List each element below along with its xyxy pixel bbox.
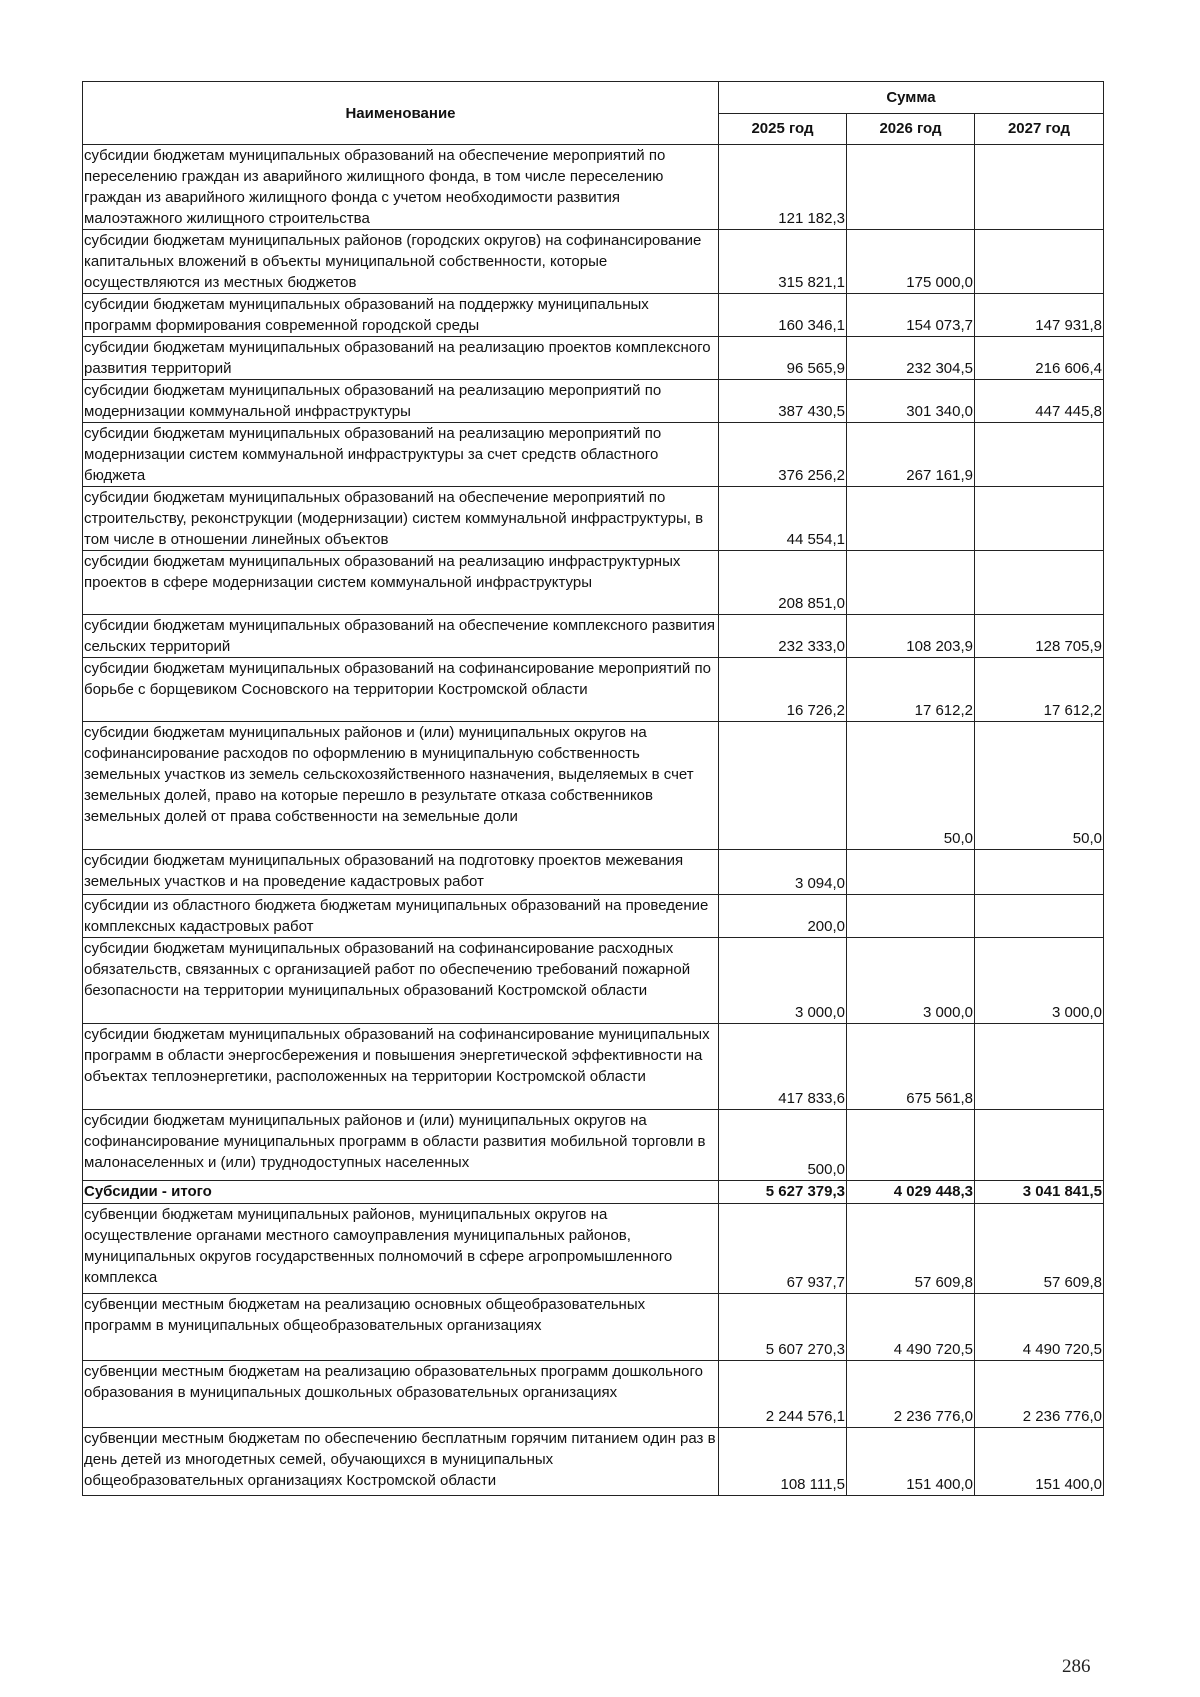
row-value-2025: 2 244 576,1 — [719, 1361, 847, 1428]
row-value-2026 — [847, 850, 975, 895]
row-name: субсидии бюджетам муниципальных образований на обеспечение мероприятий по переселению граждан из аварийного жилищного фонда, в том числе переселению граждан из аварийного жилищного фонда с учетом необходимости развития малоэтажного жилищного строительства — [83, 145, 719, 230]
row-value-2026 — [847, 145, 975, 230]
row-name: субсидии бюджетам муниципальных образований на софинансирование муниципальных программ в области энергосбережения и повышения энергетической эффективности на объектах теплоэнергетики, расположенных на территории Костромской области — [83, 1024, 719, 1110]
table-row — [83, 1428, 1104, 1496]
header-year-2026: 2026 год — [847, 113, 975, 145]
row-value-2027 — [975, 1110, 1104, 1181]
table-row — [83, 1024, 1104, 1110]
row-value-2025: 16 726,2 — [719, 658, 847, 722]
row-value-2025: 376 256,2 — [719, 423, 847, 487]
table-row — [83, 658, 1104, 722]
row-value-2026 — [847, 551, 975, 615]
header-row-top — [83, 82, 1104, 114]
row-value-2027: 216 606,4 — [975, 337, 1104, 380]
row-name: субсидии бюджетам муниципальных образований на софинансирование расходных обязательств, связанных с организацией работ по обеспечению требований пожарной безопасности на территории муниципальных образований Костромской области — [83, 938, 719, 1024]
row-name: субсидии бюджетам муниципальных образований на реализацию мероприятий по модернизации коммунальной инфраструктуры — [83, 380, 719, 423]
row-value-2025: 208 851,0 — [719, 551, 847, 615]
table-row — [83, 230, 1104, 294]
budget-table — [82, 81, 1104, 1496]
table-row — [83, 551, 1104, 615]
row-value-2025: 5 607 270,3 — [719, 1294, 847, 1361]
row-name: субвенции местным бюджетам на реализацию образовательных программ дошкольного образования в муниципальных дошкольных образовательных организациях — [83, 1361, 719, 1428]
row-value-2026: 675 561,8 — [847, 1024, 975, 1110]
row-value-2026: 57 609,8 — [847, 1204, 975, 1294]
row-value-2026: 301 340,0 — [847, 380, 975, 423]
row-value-2026: 4 490 720,5 — [847, 1294, 975, 1361]
row-value-2026: 267 161,9 — [847, 423, 975, 487]
page-number: 286 — [1062, 1656, 1091, 1677]
header-name: Наименование — [83, 82, 719, 145]
row-value-2025 — [719, 722, 847, 850]
table-row — [83, 423, 1104, 487]
row-value-2026: 154 073,7 — [847, 294, 975, 337]
table-row-total — [83, 1181, 1104, 1204]
table-row — [83, 895, 1104, 938]
row-name: Субсидии - итого — [83, 1181, 719, 1204]
row-value-2026 — [847, 1110, 975, 1181]
row-value-2026: 108 203,9 — [847, 615, 975, 658]
row-name: субсидии бюджетам муниципальных образований на обеспечение комплексного развития сельских территорий — [83, 615, 719, 658]
row-value-2025: 3 094,0 — [719, 850, 847, 895]
row-value-2027 — [975, 1024, 1104, 1110]
row-value-2027: 147 931,8 — [975, 294, 1104, 337]
row-name: субсидии бюджетам муниципальных образований на поддержку муниципальных программ формирования современной городской среды — [83, 294, 719, 337]
row-value-2027 — [975, 145, 1104, 230]
header-year-2027: 2027 год — [975, 113, 1104, 145]
row-value-2025: 108 111,5 — [719, 1428, 847, 1496]
row-value-2026: 3 000,0 — [847, 938, 975, 1024]
row-value-2027 — [975, 850, 1104, 895]
row-value-2026: 4 029 448,3 — [847, 1181, 975, 1204]
row-value-2027: 128 705,9 — [975, 615, 1104, 658]
row-name: субсидии бюджетам муниципальных образований на реализацию проектов комплексного развития территорий — [83, 337, 719, 380]
table-row — [83, 1361, 1104, 1428]
row-value-2025: 315 821,1 — [719, 230, 847, 294]
table-row — [83, 938, 1104, 1024]
row-name: субсидии бюджетам муниципальных образований на подготовку проектов межевания земельных участков и на проведение кадастровых работ — [83, 850, 719, 895]
table-row — [83, 1110, 1104, 1181]
row-value-2025: 417 833,6 — [719, 1024, 847, 1110]
row-value-2026: 17 612,2 — [847, 658, 975, 722]
row-value-2027 — [975, 423, 1104, 487]
row-value-2027: 4 490 720,5 — [975, 1294, 1104, 1361]
table-row — [83, 850, 1104, 895]
table-row — [83, 487, 1104, 551]
row-value-2025: 3 000,0 — [719, 938, 847, 1024]
row-value-2025: 5 627 379,3 — [719, 1181, 847, 1204]
row-name: субвенции местным бюджетам на реализацию основных общеобразовательных программ в муниципальных общеобразовательных организациях — [83, 1294, 719, 1361]
row-value-2027: 3 000,0 — [975, 938, 1104, 1024]
row-value-2027 — [975, 551, 1104, 615]
row-value-2027: 447 445,8 — [975, 380, 1104, 423]
row-name: субвенции местным бюджетам по обеспечению бесплатным горячим питанием один раз в день детей из многодетных семей, обучающихся в муниципальных общеобразовательных организациях Костромской области — [83, 1428, 719, 1496]
row-value-2026 — [847, 487, 975, 551]
table-row — [83, 615, 1104, 658]
table-row — [83, 294, 1104, 337]
row-value-2027: 2 236 776,0 — [975, 1361, 1104, 1428]
row-value-2026 — [847, 895, 975, 938]
row-value-2025: 44 554,1 — [719, 487, 847, 551]
header-year-2025: 2025 год — [719, 113, 847, 145]
row-value-2025: 96 565,9 — [719, 337, 847, 380]
header-sum: Сумма — [719, 82, 1104, 114]
row-value-2025: 67 937,7 — [719, 1204, 847, 1294]
row-name: субсидии бюджетам муниципальных образований на софинансирование мероприятий по борьбе с борщевиком Сосновского на территории Костромской области — [83, 658, 719, 722]
row-name: субсидии бюджетам муниципальных районов (городских округов) на софинансирование капитальных вложений в объекты муниципальной собственности, которые осуществляются из местных бюджетов — [83, 230, 719, 294]
row-value-2027: 151 400,0 — [975, 1428, 1104, 1496]
table-row — [83, 380, 1104, 423]
row-value-2027 — [975, 487, 1104, 551]
row-name: субсидии из областного бюджета бюджетам муниципальных образований на проведение комплексных кадастровых работ — [83, 895, 719, 938]
table-row — [83, 337, 1104, 380]
row-name: субсидии бюджетам муниципальных образований на реализацию мероприятий по модернизации систем коммунальной инфраструктуры за счет средств областного бюджета — [83, 423, 719, 487]
row-value-2025: 121 182,3 — [719, 145, 847, 230]
row-value-2027 — [975, 230, 1104, 294]
table-row — [83, 1294, 1104, 1361]
row-value-2026: 151 400,0 — [847, 1428, 975, 1496]
row-name: субсидии бюджетам муниципальных образований на реализацию инфраструктурных проектов в сфере модернизации систем коммунальной инфраструктуры — [83, 551, 719, 615]
table-row — [83, 1204, 1104, 1294]
row-value-2026: 175 000,0 — [847, 230, 975, 294]
row-name: субсидии бюджетам муниципальных районов и (или) муниципальных округов на софинансирование расходов по оформлению в муниципальную собственность земельных участков из земель сельскохозяйственного назначения, выделяемых в счет земельных долей, право на которые перешло в результате отказа собственников земельных долей от права собственности на земельные доли — [83, 722, 719, 850]
budget-sheet — [82, 81, 1103, 1496]
row-value-2027: 17 612,2 — [975, 658, 1104, 722]
row-value-2027: 57 609,8 — [975, 1204, 1104, 1294]
row-value-2026: 50,0 — [847, 722, 975, 850]
row-name: субвенции бюджетам муниципальных районов, муниципальных округов на осуществление органами местного самоуправления муниципальных районов, муниципальных округов государственных полномочий в сфере агропромышленного комплекса — [83, 1204, 719, 1294]
row-value-2027 — [975, 895, 1104, 938]
row-name: субсидии бюджетам муниципальных образований на обеспечение мероприятий по строительству, реконструкции (модернизации) систем коммунальной инфраструктуры, в том числе в отношении линейных объектов — [83, 487, 719, 551]
row-value-2027: 3 041 841,5 — [975, 1181, 1104, 1204]
row-value-2025: 160 346,1 — [719, 294, 847, 337]
row-value-2025: 500,0 — [719, 1110, 847, 1181]
row-name: субсидии бюджетам муниципальных районов и (или) муниципальных округов на софинансирование муниципальных программ в области развития мобильной торговли в малонаселенных и (или) труднодоступных населенных — [83, 1110, 719, 1181]
row-value-2025: 387 430,5 — [719, 380, 847, 423]
row-value-2027: 50,0 — [975, 722, 1104, 850]
row-value-2026: 232 304,5 — [847, 337, 975, 380]
table-row — [83, 145, 1104, 230]
row-value-2025: 200,0 — [719, 895, 847, 938]
row-value-2026: 2 236 776,0 — [847, 1361, 975, 1428]
row-value-2025: 232 333,0 — [719, 615, 847, 658]
table-row — [83, 722, 1104, 850]
